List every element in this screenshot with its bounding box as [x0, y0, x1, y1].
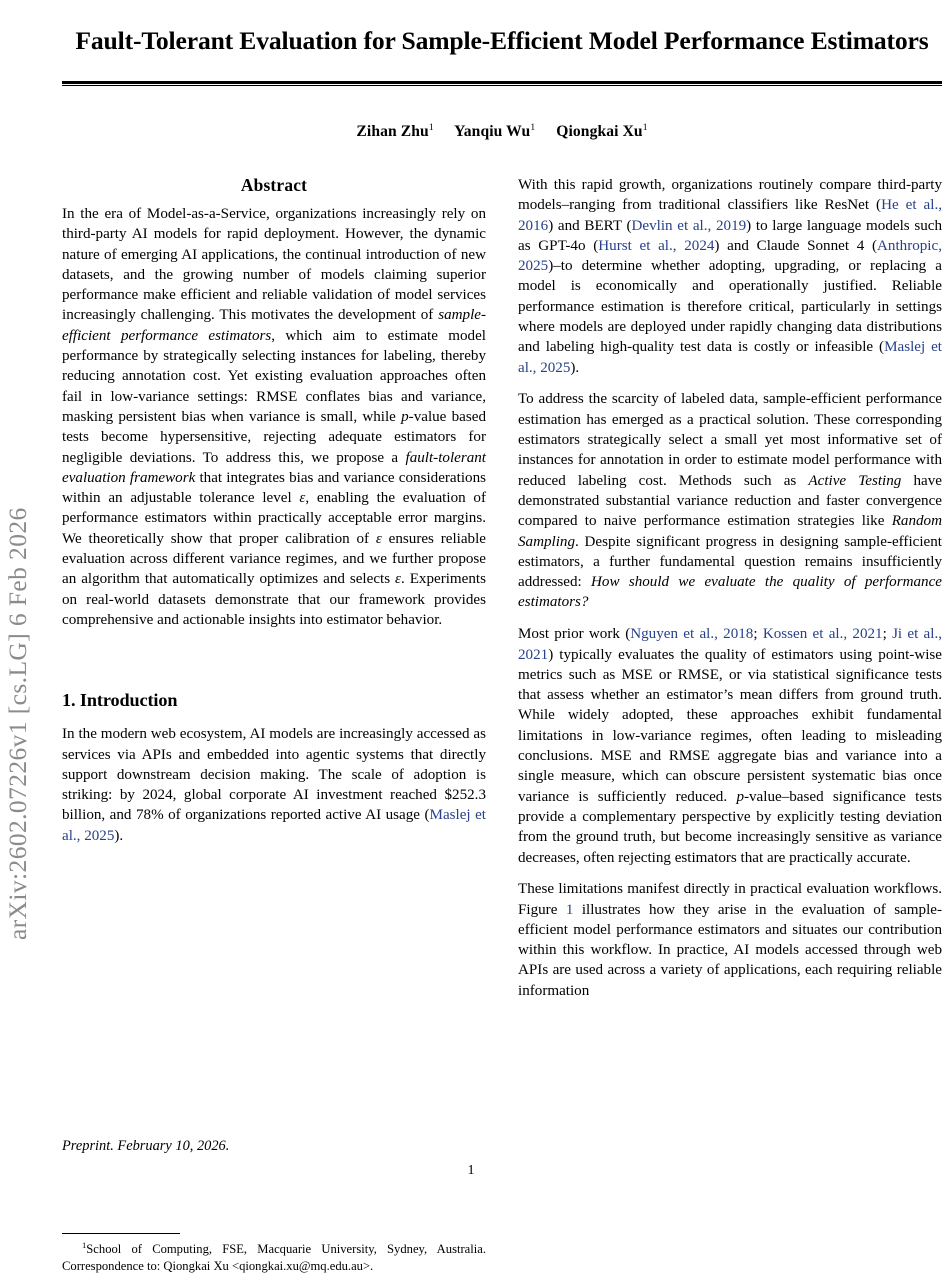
abstract-italic-1: sample-efficient performance estimators: [62, 307, 486, 344]
abstract-epsilon-2: ε: [375, 530, 382, 547]
rp4-part-b: illustrates how they arise in the evaluation of sample-efficient model performance estimators and situates our contribution within this workflow. In practice, AI models accessed through web APIs are used across a variety of applications, each requiring reliable information: [518, 901, 942, 999]
author-3-name: Qiongkai Xu: [556, 123, 643, 141]
rp4-part-a: These limitations manifest directly in practical evaluation workflows. Figure: [518, 881, 942, 918]
intro-p1-part-b: ).: [114, 827, 124, 844]
right-paragraph-3: [518, 624, 942, 868]
citation-maslej-2025[interactable]: Maslej et al., 2025: [62, 807, 486, 844]
author-3: [556, 123, 647, 140]
rp1-part-b: ) and BERT (: [548, 217, 632, 234]
abstract-part-3: -value based tests become hypersensitive, rejecting adequate estimators for negligible deviations. To address this, we propose a: [62, 408, 486, 466]
figure-reference-1[interactable]: 1: [565, 901, 574, 918]
rp2-part-b: have demonstrated substantial variance reduction and faster convergence compared to naive performance estimation strategies like: [518, 472, 942, 530]
right-paragraph-1: [518, 175, 942, 378]
footnote-body: School of Computing, FSE, Macquarie University, Sydney, Australia. Correspondence to: Qiongkai Xu <qiongkai.xu@mq.edu.au>.: [62, 1242, 486, 1273]
author-list: [62, 123, 942, 141]
citation-kossen-2021[interactable]: Kossen et al., 2021: [762, 626, 883, 643]
citation-hurst-2024[interactable]: Hurst et al., 2024: [598, 237, 715, 254]
rp2-italic-active-testing: Active Testing: [808, 472, 902, 489]
abstract-part-1: In the era of Model-as-a-Service, organizations increasingly rely on third-party AI models for rapid deployment. However, the dynamic nature of emerging AI applications, the continual introduction of new datasets, and the growing number of models claiming superior performance make efficient and reliable validation of model services increasingly challenging. This motivates the development of: [62, 206, 486, 324]
author-1-name: Zihan Zhu: [356, 123, 429, 141]
abstract-italic-2: p: [401, 408, 409, 425]
rp1-part-f: ).: [570, 359, 580, 376]
abstract-part-2: , which aim to estimate model performance by strategically selecting instances for labeling, thereby reducing annotation cost. Yet existing evaluation approaches often fail in low-variance settings: RMSE conflates bias and variance, masking persistent bias when variance is small, while: [62, 327, 486, 425]
rp2-italic-random-sampling: Random Sampling: [518, 513, 942, 550]
rp1-part-e: )–to determine whether adopting, upgrading, or replacing a model is economically and operationally justified. Reliable performance estimation is therefore critical, particularly in settings where models are deployed under rapidly changing data distributions and labeling high-quality test data is costly or infeasible (: [518, 258, 942, 356]
rp1-part-c: ) to large language models such as GPT-4o (: [518, 217, 942, 254]
citation-anthropic-2025[interactable]: Anthropic, 2025: [518, 237, 942, 275]
rp3-part-b: ;: [753, 626, 763, 643]
rp2-italic-question: How should we evaluate the quality of performance estimators?: [518, 574, 942, 611]
arxiv-stamp-text: arXiv:2602.07226v1 [cs.LG] 6 Feb 2026: [3, 507, 32, 940]
abstract-heading: Abstract: [240, 175, 308, 195]
right-paragraph-4: [518, 879, 942, 1001]
introduction-paragraph-1: [62, 724, 486, 846]
rp1-part-a: With this rapid growth, organizations routinely compare third-party models–ranging from traditional classifiers like ResNet (: [518, 177, 942, 214]
citation-nguyen-2018[interactable]: Nguyen et al., 2018: [630, 626, 754, 643]
abstract-part-5: , enabling the evaluation of performance estimators within practically acceptable error margins. We theoretically show that proper calibration of: [62, 490, 486, 547]
rp2-part-c: . Despite significant progress in designing sample-efficient estimators, a further fundamental question remains insufficiently addressed:: [518, 533, 942, 591]
rp3-italic-p: p: [736, 788, 744, 805]
rp2-part-a: To address the scarcity of labeled data, sample-efficient performance estimation has emerged as a practical solution. These corresponding estimators strategically select a small yet most informative set of instances for annotation in order to estimate model performance with reduced labeling cost. Methods such as: [518, 391, 942, 489]
abstract-text: [62, 204, 486, 630]
introduction-section: [62, 690, 486, 846]
abstract-part-7: . Experiments on real-world datasets demonstrate that our framework provides comprehensive and actionable insights into estimator behavior.: [62, 571, 486, 628]
intro-p1-part-a: In the modern web ecosystem, AI models are increasingly accessed as services via APIs and embedded into agentic systems that directly support downstream decision making. The scale of adoption is striking: by 2024, global corporate AI investment reached $252.3 billion, and 78% of organizations reported active AI usage (: [62, 726, 486, 824]
title-rule-thick: [62, 81, 942, 84]
abstract-part-6: ensures reliable evaluation across different variance regimes, and we further propose an algorithm that automatically optimizes and selects: [62, 530, 486, 588]
title-rule-thin: [62, 85, 942, 86]
footnote-mark: 1: [82, 1239, 87, 1250]
abstract-italic-3: fault-tolerant evaluation framework: [62, 449, 486, 486]
title-block: [62, 0, 942, 86]
right-paragraph-2: [518, 389, 942, 612]
two-column-body: [62, 175, 942, 1273]
paper-page: [62, 0, 942, 1273]
citation-ji-2021[interactable]: Ji et al., 2021: [518, 626, 942, 663]
footnote-rule: [62, 1233, 180, 1234]
citation-devlin-2019[interactable]: Devlin et al., 2019: [631, 217, 747, 234]
abstract-epsilon-1: ε: [299, 490, 306, 507]
author-2: [454, 123, 535, 140]
footnote: [62, 1233, 486, 1275]
author-3-affiliation-mark: 1: [642, 122, 648, 134]
author-2-name: Yanqiu Wu: [454, 123, 531, 141]
citation-he-2016[interactable]: He et al., 2016: [518, 197, 942, 234]
abstract-part-4: that integrates bias and variance considerations within an adjustable tolerance level: [62, 469, 486, 507]
footnote-text: [62, 1241, 486, 1274]
page-number: 1: [467, 1163, 475, 1178]
rp3-part-c: ;: [882, 626, 893, 643]
rp3-part-e: -value–based significance tests provide a complementary perspective by explicitly testing deviation from the ground truth, but become increasingly sensitive as variance decreases, often rejecting estimators that are practically accurate.: [518, 788, 942, 866]
author-1: [356, 123, 433, 140]
abstract-epsilon-3: ε: [395, 571, 401, 588]
page-title: Fault-Tolerant Evaluation for Sample-Efficient Model Performance Estimators: [75, 26, 929, 55]
left-column: [62, 175, 486, 1273]
rp3-part-a: Most prior work (: [518, 626, 631, 643]
rp1-part-d: ) and Claude Sonnet 4 (: [714, 237, 877, 254]
section-heading-introduction: 1. Introduction: [62, 690, 178, 711]
citation-maslej-2025-right[interactable]: Maslej et al., 2025: [518, 339, 942, 376]
arxiv-stamp: [0, 0, 58, 1200]
right-column: [518, 175, 942, 1160]
preprint-line: Preprint. February 10, 2026.: [62, 1138, 230, 1154]
author-1-affiliation-mark: 1: [428, 122, 434, 134]
rp3-part-d: ) typically evaluates the quality of estimators using point-wise metrics such as MSE or RMSE, or via statistical significance tests that assess whether an estimator’s mean differs from ground truth. While widely adopted, these approaches exhibit fundamental limitations in low-variance regimes, often leading to misleading conclusions. MSE and RMSE aggregate bias and variance into a single measure, which can obscure persistent systematic bias once variance is sufficiently reduced.: [518, 646, 942, 805]
author-2-affiliation-mark: 1: [530, 122, 536, 134]
